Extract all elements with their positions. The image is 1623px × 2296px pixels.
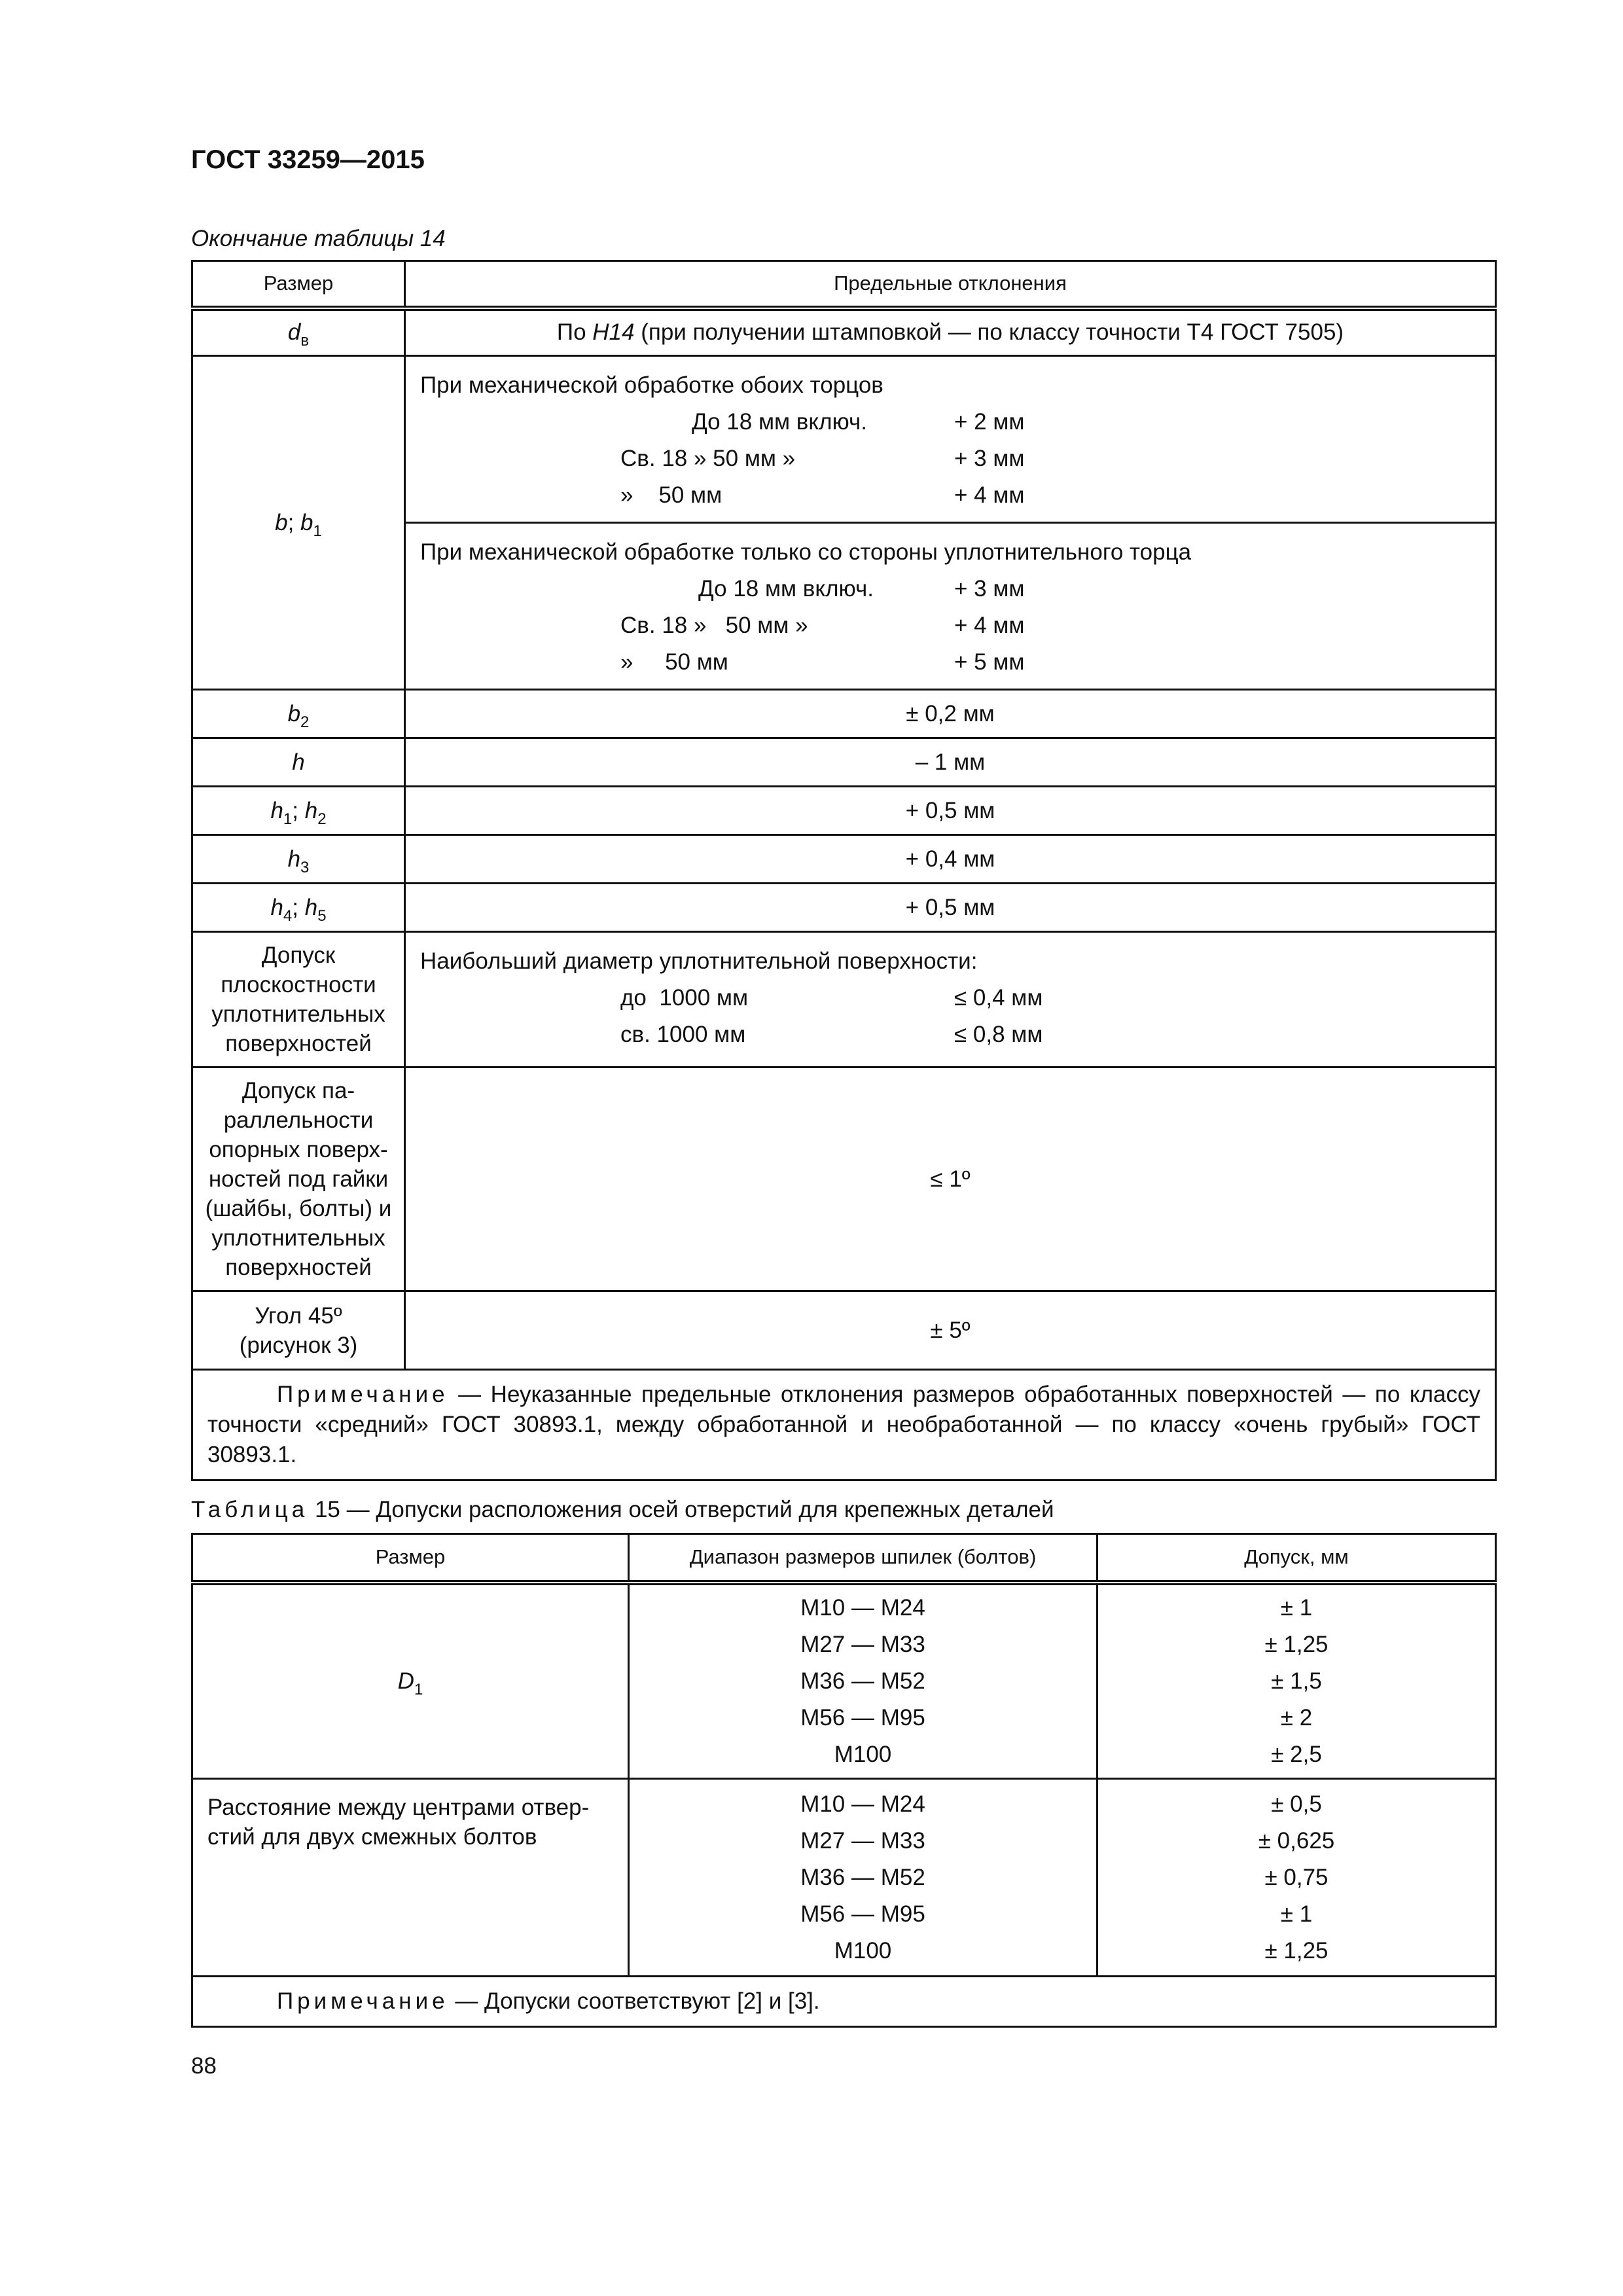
range-list — [629, 1583, 1097, 1779]
list-item: ± 1,25 — [1264, 1631, 1329, 1657]
table-row — [192, 308, 1496, 356]
table-15 — [191, 1533, 1497, 2028]
tolerance-line: До 18 мм включ. + 2 мм — [692, 409, 1025, 435]
list-item: ± 1 — [1280, 1901, 1313, 1927]
row-label: $h_4$; $h_5$ — [192, 884, 405, 932]
list-item: ± 2 — [1280, 1704, 1313, 1731]
tolerance-block — [405, 356, 1496, 523]
row-label: Угол 45º (рисунок 3) — [192, 1291, 405, 1370]
table-row — [192, 1067, 1496, 1291]
block-title: При механической обработке обоих торцов — [420, 372, 883, 398]
table-note-row — [192, 1977, 1496, 2027]
page-number: 88 — [191, 2053, 217, 2079]
row-label: Допуск плоскостности уплотнительных поверхностей — [192, 932, 405, 1067]
row-label: $D_1$ — [192, 1583, 629, 1779]
row-value: – 1 мм — [405, 738, 1496, 787]
list-item: М100 — [834, 1937, 892, 1964]
table-row — [192, 1291, 1496, 1370]
list-item: ± 1 — [1280, 1594, 1313, 1621]
document-code: ГОСТ 33259—2015 — [191, 145, 425, 174]
table-note: Примечание — Неуказанные предельные отклонения размеров обработанных поверхностей — по классу точности «средний» ГОСТ 30893.1, между обработанной и необработанной — по классу «очень грубый» ГОСТ 30893.1. — [192, 1370, 1496, 1480]
list-item: ± 1,25 — [1264, 1937, 1329, 1964]
list-item: М36 — М52 — [800, 1864, 925, 1890]
tolerance-line: До 18 мм включ. + 3 мм — [698, 576, 1025, 601]
table-row — [192, 835, 1496, 884]
row-label: b; $b_1$ — [192, 356, 405, 690]
table-note-row — [192, 1370, 1496, 1480]
column-header: Предельные отклонения — [405, 261, 1496, 308]
list-item: ± 1,5 — [1271, 1668, 1322, 1694]
tolerance-list — [1097, 1583, 1496, 1779]
list-item: ± 0,5 — [1271, 1791, 1322, 1817]
tolerance-line: Св. 18 » 50 мм » + 3 мм — [620, 446, 1025, 471]
list-item: М10 — М24 — [800, 1791, 925, 1817]
table-row — [192, 690, 1496, 738]
table-note: Примечание — Допуски соответствуют [2] и [3]. — [192, 1977, 1496, 2027]
row-value: + 0,5 мм — [405, 884, 1496, 932]
row-label: Расстояние между центрами отвер- стий для двух смежных болтов — [192, 1779, 629, 1977]
list-item: М10 — М24 — [800, 1594, 925, 1621]
range-list — [629, 1779, 1097, 1977]
table-row — [192, 738, 1496, 787]
list-item: М56 — М95 — [800, 1901, 925, 1927]
tolerance-line: до 1000 мм ≤ 0,4 мм — [620, 985, 1043, 1011]
row-value: ± 5º — [405, 1291, 1496, 1370]
tolerance-block — [405, 523, 1496, 690]
row-label: $h_1$; $h_2$ — [192, 787, 405, 835]
tolerance-list — [1097, 1779, 1496, 1977]
tolerance-block — [405, 932, 1496, 1067]
row-value: + 0,4 мм — [405, 835, 1496, 884]
row-label: $d_в$ — [192, 308, 405, 356]
row-label: Допуск па- раллельности опорных поверх- ностей под гайки (шайбы, болты) и уплотнительных поверхностей — [192, 1067, 405, 1291]
column-header: Диапазон размеров шпилек (болтов) — [629, 1534, 1097, 1583]
list-item: ± 0,625 — [1258, 1827, 1335, 1854]
list-item: М27 — М33 — [800, 1631, 925, 1657]
table15-caption: Таблица 15 — Допуски расположения осей отверстий для крепежных деталей — [191, 1497, 1054, 1522]
block-title: При механической обработке только со стороны уплотнительного торца — [420, 539, 1192, 565]
table-14 — [191, 260, 1497, 1481]
tolerance-line: » 50 мм + 4 мм — [620, 482, 1025, 508]
list-item: М36 — М52 — [800, 1668, 925, 1694]
column-header: Размер — [192, 261, 405, 308]
block-title: Наибольший диаметр уплотнительной поверхности: — [420, 948, 978, 974]
list-item: М27 — М33 — [800, 1827, 925, 1854]
column-header: Допуск, мм — [1097, 1534, 1496, 1583]
table-header-row — [192, 1534, 1496, 1583]
row-value: По H14 (при получении штамповкой — по классу точности Т4 ГОСТ 7505) — [405, 308, 1496, 356]
table-row — [192, 787, 1496, 835]
list-item: М100 — [834, 1741, 892, 1767]
table-row — [192, 356, 1496, 523]
table-header-row — [192, 261, 1496, 308]
row-label: h — [192, 738, 405, 787]
list-item: ± 0,75 — [1264, 1864, 1329, 1890]
table-row — [192, 884, 1496, 932]
table-row — [192, 1779, 1496, 1977]
table14-caption: Окончание таблицы 14 — [191, 226, 446, 251]
tolerance-line: » 50 мм + 5 мм — [620, 649, 1025, 675]
list-item: ± 2,5 — [1271, 1741, 1322, 1767]
row-value: ± 0,2 мм — [405, 690, 1496, 738]
row-value: + 0,5 мм — [405, 787, 1496, 835]
row-value: ≤ 1º — [405, 1067, 1496, 1291]
list-item: М56 — М95 — [800, 1704, 925, 1731]
row-label: $h_3$ — [192, 835, 405, 884]
tolerance-line: Св. 18 » 50 мм » + 4 мм — [620, 613, 1025, 638]
row-label: $b_2$ — [192, 690, 405, 738]
table-row — [192, 932, 1496, 1067]
table-row — [192, 1583, 1496, 1779]
column-header: Размер — [192, 1534, 629, 1583]
tolerance-line: св. 1000 мм ≤ 0,8 мм — [620, 1022, 1043, 1047]
